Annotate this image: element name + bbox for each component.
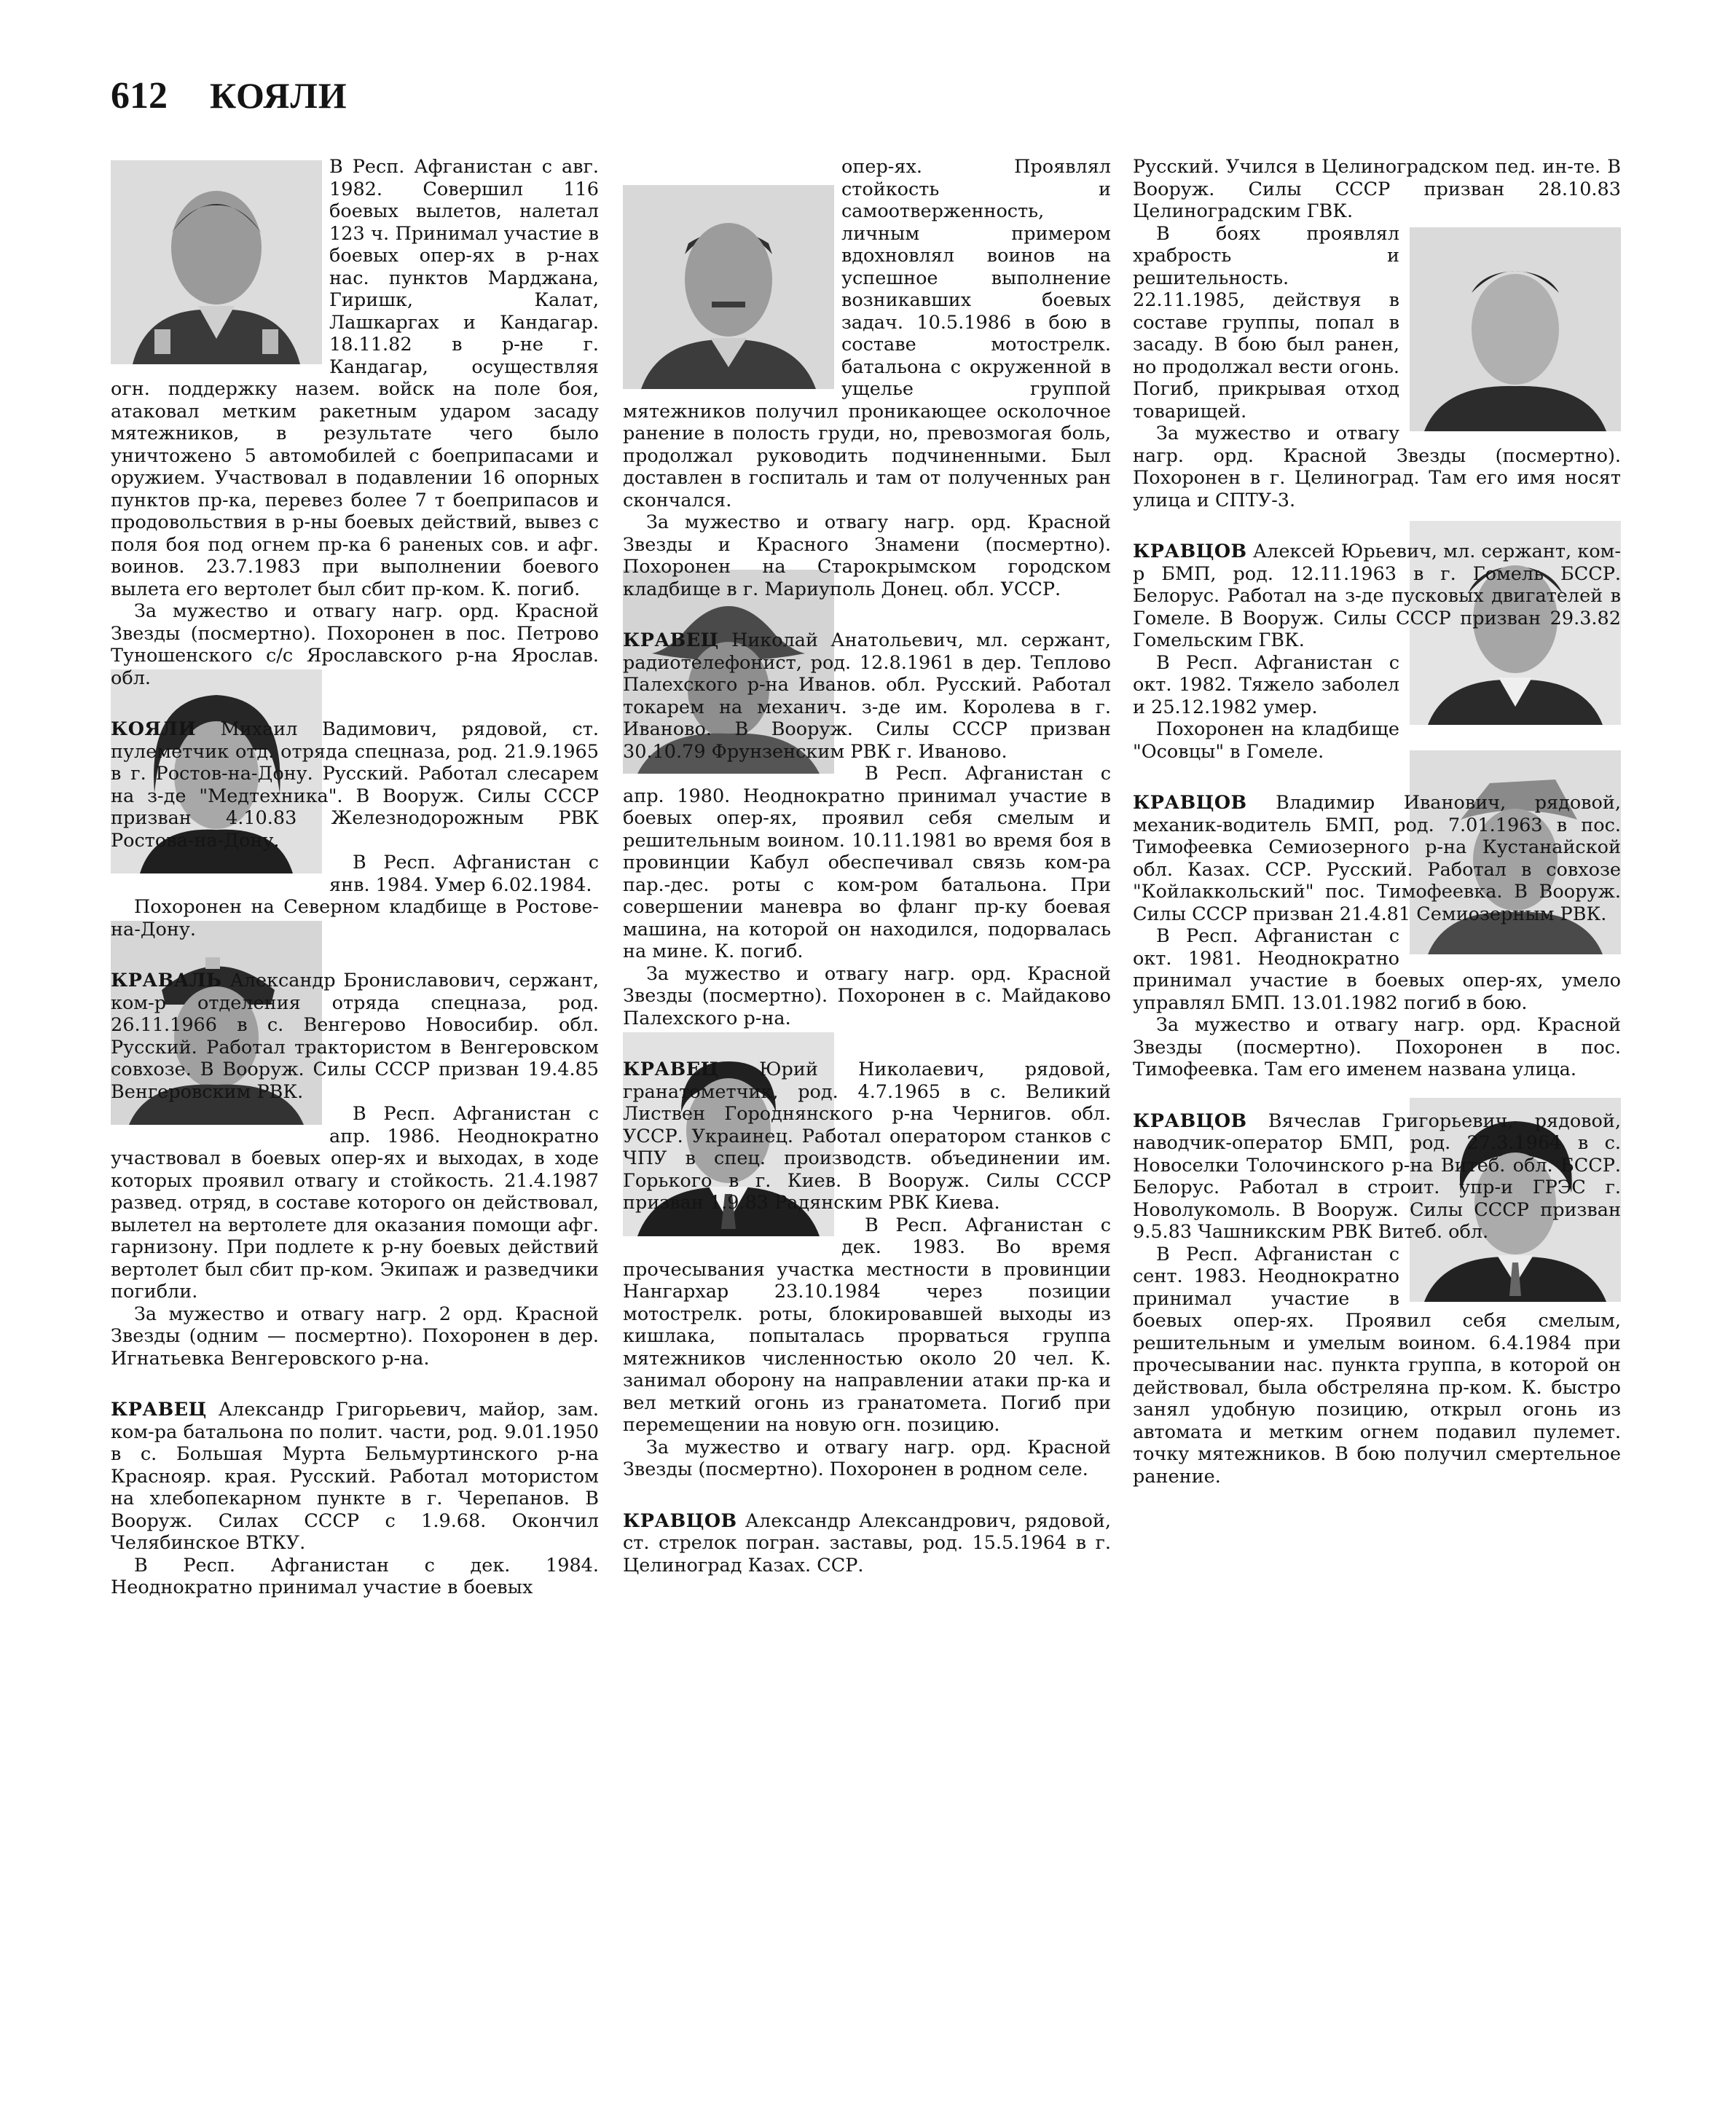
entry-text: Александр Брониславович, сержант, ком-р отделения отряда спецназа, род. 26.11.1966 в с. Венгерово Новосибир. обл. Русский. Работал трактористом в Венгеровском совхозе. В Вооруж. Силы СССР призван 19.4.85 Венгеровским РВК. xyxy=(111,970,599,1103)
column-2: опер-ях. Проявлял стойкость и самоотверженность, личным примером вдохновлял воинов на успешное выполнение возникавших боевых задач. 10.5.1986 в бою в составе мотострелк. батальона с окруженной в ущелье группой мятежников получил проникающее осколочное ранение в полость груди, но, превозмогая боль, продолжал руководить подчиненными. Был доставлен в госпиталь и там от полученных ран скончался. За мужество и отвагу нагр. орд. Красной Звезды и Красного Знамени (посмертно). Похоронен на Старокрымском городском кладбище в г. Мариуполь Донец. обл. УССР. КРАВЕЦ Николай Анатольевич, мл. сержант, радиотелефонист, род. 12.8.1961 в дер. Теплово Палехского р-на Иванов. обл. Русский. Работал токарем на механич. з-де им. Королева в г. Иваново. В Вооруж. Силы СССР призван 30.10.79 Фрунзенским РВК г. Иваново. В Респ. Афганистан с апр. 1980. Неоднократно принимал участие в боевых опер-ях, проявил себя смелым и решительным воином. 10.11.1981 во время боя в провинции Кабул обеспечивал связь ком-ра пар.-дес. роты с ком-ром батальона. При совершении маневра во фланг пр-ку боевая машина, на которой он находился, подорвалась на мине. К. погиб. За мужество и отвагу нагр. орд. Красной Звезды (посмертно). Похоронен в с. Майдаково Палехского р-на. КРАВЕЦ Юрий Николаевич, рядовой, гранатометчик, род. 4.7.1965 в с. Великий Листвен Городнянского р-на Чернигов. обл. УССР. Украинец. Работал оператором станков с ЧПУ в спец. производств. объединении им. Горького в г. Киев. В Вооруж. Силы СССР призван 1.9.83 Радянским РВК Киева. В Респ. Афганистан с дек. 1983. Во время прочесывания участка местности в провинции Нангархар 23.10.1984 через позиции мотострелк. роты, блокировавшей выходы из кишлака, попыталась прорваться группа мятежников численностью около 20 чел. К. занимал оборону на направлении атаки пр-ка и вел меткий огонь из гранатомета. Погиб при перемещении на новую огн. позицию. За мужество и отвагу нагр. орд. Красной Звезды (посмертно). Похоронен в родном селе. КРАВЦОВ Александр Александрович, рядовой, ст. стрелок погран. заставы, род. 15.5.1964 в г. Целиноград Казах. ССР. xyxy=(623,156,1111,1576)
entry-text: Николай Анатольевич, мл. сержант, радиотелефонист, род. 12.8.1961 в дер. Теплово Палехского р-на Иванов. обл. Русский. Работал токарем на механич. з-де им. Королева в г. Иваново. В Вооруж. Силы СССР призван 30.10.79 Фрунзенским РВК г. Иваново. xyxy=(623,629,1111,763)
entry-surname: КРАВАЛЬ xyxy=(111,970,222,991)
entry-continued-text: Русский. Учился в Целиноградском пед. ин-те. В Вооруж. Силы СССР призван 28.10.83 Целиноградским ГВК. xyxy=(1133,156,1621,222)
entry-surname: КРАВЕЦ xyxy=(623,1059,719,1080)
entry-surname: КРАВЦОВ xyxy=(1133,792,1247,814)
running-head: КОЯЛИ xyxy=(210,75,347,116)
entry-text: Александр Григорьевич, майор, зам. ком-ра батальона по полит. части, род. 9.01.1950 в с. Большая Мурта Бельмуртинского р-на Краснояр. края. Русский. Работал мотористом на хлебопекарном пункте в г. Черепанов. В Вооруж. Силах СССР с 1.9.68. Окончил Челябинское ВТКУ. xyxy=(111,1399,599,1554)
entry-kravets-nikolai: КРАВЕЦ Николай Анатольевич, мл. сержант, радиотелефонист, род. 12.8.1961 в дер. Теплово Палехского р-на Иванов. обл. Русский. Работал токарем на механич. з-де им. Королева в г. Иваново. В Вооруж. Силы СССР призван 30.10.79 Фрунзенским РВК г. Иваново. В Респ. Афганистан с апр. 1980. Неоднократно принимал участие в боевых опер-ях, проявил себя смелым и решительным воином. 10.11.1981 во время боя в провинции Кабул обеспечивал связь ком-ра пар.-дес. роты с ком-ром батальона. При совершении маневра во фланг пр-ку боевая машина, на которой он находился, подорвалась на мине. К. погиб. За мужество и отвагу нагр. орд. Красной Звезды (посмертно). Похоронен в с. Майдаково Палехского р-на. xyxy=(623,629,1111,1029)
page-number: 612 xyxy=(111,75,168,117)
entry-surname: КРАВЕЦ xyxy=(111,1399,207,1421)
column-1 xyxy=(111,156,599,2065)
entry-award-text: За мужество и отвагу нагр. орд. Красной Звезды (посмертно). Похоронен в пос. Петрово Туношенского с/с Ярославского р-на Ярослав. обл. xyxy=(111,600,599,689)
column-3: Русский. Учился в Целиноградском пед. ин-те. В Вооруж. Силы СССР призван 28.10.83 Целиноградским ГВК. В боях проявлял храбрость и решительность. 22.11.1985, действуя в составе группы, попал в засаду. В бою был ранен, но продолжал вести огонь. Погиб, прикрывая отход товарищей. За мужество и отвагу нагр. орд. Красной Звезды (посмертно). Похоронен в г. Целиноград. Там его имя носят улица и СПТУ-3. КРАВЦОВ Алексей Юрьевич, мл. сержант, ком-р БМП, род. 12.11.1963 в г. Гомель БССР. Белорус. Работал на з-де пусковых двигателей в Гомеле. В Вооруж. Силы СССР призван 29.3.82 Гомельским ГВК. В Респ. Афганистан с окт. 1982. Тяжело заболел и 25.12.1982 умер. Похоронен на кладбище "Осовцы" в Гомеле. КРАВЦОВ Владимир Иванович, рядовой, механик-водитель БМП, род. 7.01.1963 в пос. Тимофеевка Семиозерного р-на Кустанайской обл. Казах. ССР. Русский. Работал в совхозе "Койлаккольский" пос. Тимофеевка. В Вооруж. Силы СССР призван 21.4.81 Семиозерным РВК. В Респ. Афганистан с окт. 1981. Неоднократно принимал участие в боевых опер-ях, умело управлял БМП. 13.01.1982 погиб в бою. За мужество и отвагу нагр. орд. Красной Звезды (посмертно). Похоронен в пос. Тимофеевка. Там его именем названа улица. КРАВЦОВ Вячеслав Григорьевич, рядовой, наводчик-оператор БМП, род. 27.3.1964 в с. Новоселки Толочинского р-на Витеб. обл. БССР. Белорус. Работал в строит. упр-и ГРЭС г. Новолукомоль. В Вооруж. Силы СССР призван 9.5.83 Чашникским РВК Витеб. обл. В Респ. Афганистан с сент. 1983. Неоднократно принимал участие в боевых опер-ях. Проявил себя смелым, решительным и умелым воином. 6.4.1984 при прочесывании нас. пункта группа, в которой он действовал, была обстреляна пр-ком. К. быстро занял удобную позицию, открыл огонь из автомата и метким огнем подавил пулемет. точку мятежников. В бою получил смертельное ранение. xyxy=(1133,156,1621,1488)
entry-kraval: КРАВАЛЬ Александр Брониславович, сержант, ком-р отделения отряда спецназа, род. 26.11.1966 в с. Венгерово Новосибир. обл. Русский. Работал трактористом в Венгеровском совхозе. В Вооруж. Силы СССР призван 19.4.85 Венгеровским РВК. В Респ. Афганистан с апр. 1986. Неоднократно участвовал в боевых опер-ях и выходах, в ходе которых проявил отвагу и стойкость. 21.4.1987 развед. отряд, в составе которого он действовал, вылетел на вертолете для оказания помощи афг. гарнизону. При подлете к р-ну боевых действий вертолет был сбит пр-ком. Экипаж и разведчики погибли. За мужество и отвагу нагр. 2 орд. Красной Звезды (одним — посмертно). Похоронен в дер. Игнатьевка Венгеровского р-на. xyxy=(111,970,599,1370)
entry-text: Александр Александрович, рядовой, ст. стрелок погран. заставы, род. 15.5.1964 в г. Целиноград Казах. ССР. xyxy=(623,1509,1111,1576)
entry-surname: КРАВЦОВ xyxy=(1133,541,1247,562)
portrait-photo-kravets-aleksandr xyxy=(623,185,834,389)
entry-surname: КРАВЕЦ xyxy=(623,629,719,651)
entry-text: Вячеслав Григорьевич, рядовой, наводчик-оператор БМП, род. 27.3.1964 в с. Новоселки Толочинского р-на Витеб. обл. БССР. Белорус. Работал в строит. упр-и ГРЭС г. Новолукомоль. В Вооруж. Силы СССР призван 9.5.83 Чашникским РВК Витеб. обл. xyxy=(1133,1110,1621,1243)
entry-kravtsov-vyacheslav: КРАВЦОВ Вячеслав Григорьевич, рядовой, наводчик-оператор БМП, род. 27.3.1964 в с. Новоселки Толочинского р-на Витеб. обл. БССР. Белорус. Работал в строит. упр-и ГРЭС г. Новолукомоль. В Вооруж. Силы СССР призван 9.5.83 Чашникским РВК Витеб. обл. В Респ. Афганистан с сент. 1983. Неоднократно принимал участие в боевых опер-ях. Проявил себя смелым, решительным и умелым воином. 6.4.1984 при прочесывании нас. пункта группа, в которой он действовал, была обстреляна пр-ком. К. быстро занял удобную позицию, открыл огонь из автомата и метким огнем подавил пулемет. точку мятежников. В бою получил смертельное ранение. xyxy=(1133,1110,1621,1488)
entry-kravets-aleksandr: КРАВЕЦ Александр Григорьевич, майор, зам. ком-ра батальона по полит. части, род. 9.01.1950 в с. Большая Мурта Бельмуртинского р-на Краснояр. края. Русский. Работал мотористом на хлебопекарном пункте в г. Черепанов. В Вооруж. Силах СССР с 1.9.68. Окончил Челябинское ВТКУ. В Респ. Афганистан с дек. 1984. Неоднократно принимал участие в боевых xyxy=(111,1399,599,1598)
entry-kravtsov-aleksandr xyxy=(623,1510,1111,1577)
portrait-photo-koyali-previous xyxy=(111,160,322,364)
page-header xyxy=(111,74,347,117)
entry-kravets-yuri: КРАВЕЦ Юрий Николаевич, рядовой, гранатометчик, род. 4.7.1965 в с. Великий Листвен Городнянского р-на Чернигов. обл. УССР. Украинец. Работал оператором станков с ЧПУ в спец. производств. объединении им. Горького в г. Киев. В Вооруж. Силы СССР призван 1.9.83 Радянским РВК Киева. В Респ. Афганистан с дек. 1983. Во время прочесывания участка местности в провинции Нангархар 23.10.1984 через позиции мотострелк. роты, блокировавшей выходы из кишлака, попыталась прорваться группа мятежников численностью около 20 чел. К. занимал оборону на направлении атаки пр-ка и вел меткий огонь из гранатомета. Погиб при перемещении на новую огн. позицию. За мужество и отвагу нагр. орд. Красной Звезды (посмертно). Похоронен в родном селе. xyxy=(623,1059,1111,1481)
entry-text: Юрий Николаевич, рядовой, гранатометчик, род. 4.7.1965 в с. Великий Листвен Городнянского р-на Чернигов. обл. УССР. Украинец. Работал оператором станков с ЧПУ в спец. производств. объединении им. Горького в г. Киев. В Вооруж. Силы СССР призван 1.9.83 Радянским РВК Киева. xyxy=(623,1059,1111,1214)
portrait-photo-kravtsov-aleksandr xyxy=(1410,227,1621,431)
entry-kravtsov-vladimir: КРАВЦОВ Владимир Иванович, рядовой, механик-водитель БМП, род. 7.01.1963 в пос. Тимофеевка Семиозерного р-на Кустанайской обл. Казах. ССР. Русский. Работал в совхозе "Койлаккольский" пос. Тимофеевка. В Вооруж. Силы СССР призван 21.4.81 Семиозерным РВК. В Респ. Афганистан с окт. 1981. Неоднократно принимал участие в боевых опер-ях, умело управлял БМП. 13.01.1982 погиб в бою. За мужество и отвагу нагр. орд. Красной Звезды (посмертно). Похоронен в пос. Тимофеевка. Там его именем названа улица. xyxy=(1133,792,1621,1081)
entry-continued-text: опер-ях. Проявлял стойкость и самоотверженность, личным примером вдохновлял воинов на успешное выполнение возникавших боевых задач. 10.5.1986 в бою в составе мотострелк. батальона с окруженной в ущелье группой мятежников получил проникающее осколочное ранение в полость груди, но, превозмогая боль, продолжал руководить подчиненными. Был доставлен в госпиталь и там от полученных ран скончался. xyxy=(623,156,1111,511)
entry-koyali: КОЯЛИ Михаил Вадимович, рядовой, ст. пулеметчик отд. отряда спецназа, род. 21.9.1965 в г. Ростов-на-Дону. Русский. Работал слесарем на з-де "Медтехника". В Вооруж. Силы СССР призван 4.10.83 Железнодорожным РВК Ростова-на-Дону. В Респ. Афганистан с янв. 1984. Умер 6.02.1984. Похоронен на Северном кладбище в Ростове-на-Дону. xyxy=(111,718,599,940)
entry-surname: КОЯЛИ xyxy=(111,718,197,740)
entry-kravtsov-aleksei: КРАВЦОВ Алексей Юрьевич, мл. сержант, ком-р БМП, род. 12.11.1963 в г. Гомель БССР. Белорус. Работал на з-де пусковых двигателей в Гомеле. В Вооруж. Силы СССР призван 29.3.82 Гомельским ГВК. В Респ. Афганистан с окт. 1982. Тяжело заболел и 25.12.1982 умер. Похоронен на кладбище "Осовцы" в Гомеле. xyxy=(1133,541,1621,763)
entry-continued-text: В Респ. Афганистан с авг. 1982. Совершил 116 боевых вылетов, налетал 123 ч. Принимал участие в боевых опер-ях в р-нах нас. пунктов Марджана, Гиришк, Калат, Лашкаргах и Кандагар. 18.11.82 в р-не г. Кандагар, осуществляя огн. поддержку назем. войск на поле боя, атаковал метким ракетным ударом засаду мятежников, в результате чего было уничтожено 5 автомобилей с боеприпасами и оружием. Участвовал в подавлении 16 опорных пунктов пр-ка, перевез более 7 т боеприпасов и продовольствия в р-ны боевых действий, вывез с поля боя под огнем пр-ка 6 раненых сов. и афг. воинов. 23.7.1983 при выполнении боевого вылета его вертолет был сбит пр-ком. К. погиб. xyxy=(111,156,599,600)
entry-surname: КРАВЦОВ xyxy=(1133,1110,1247,1132)
entry-surname: КРАВЦОВ xyxy=(623,1509,737,1532)
entry-text: Алексей Юрьевич, мл. сержант, ком-р БМП, род. 12.11.1963 в г. Гомель БССР. Белорус. Работал на з-де пусковых двигателей в Гомеле. В Вооруж. Силы СССР призван 29.3.82 Гомельским ГВК. xyxy=(1133,541,1621,651)
entry-text: Владимир Иванович, рядовой, механик-водитель БМП, род. 7.01.1963 в пос. Тимофеевка Семиозерного р-на Кустанайской обл. Казах. ССР. Русский. Работал в совхозе "Койлаккольский" пос. Тимофеевка. В Вооруж. Силы СССР призван 21.4.81 Семиозерным РВК. xyxy=(1133,792,1621,925)
entry-text: Михаил Вадимович, рядовой, ст. пулеметчик отд. отряда спецназа, род. 21.9.1965 в г. Ростов-на-Дону. Русский. Работал слесарем на з-де "Медтехника". В Вооруж. Силы СССР призван 4.10.83 Железнодорожным РВК Ростова-на-Дону. xyxy=(111,718,599,852)
